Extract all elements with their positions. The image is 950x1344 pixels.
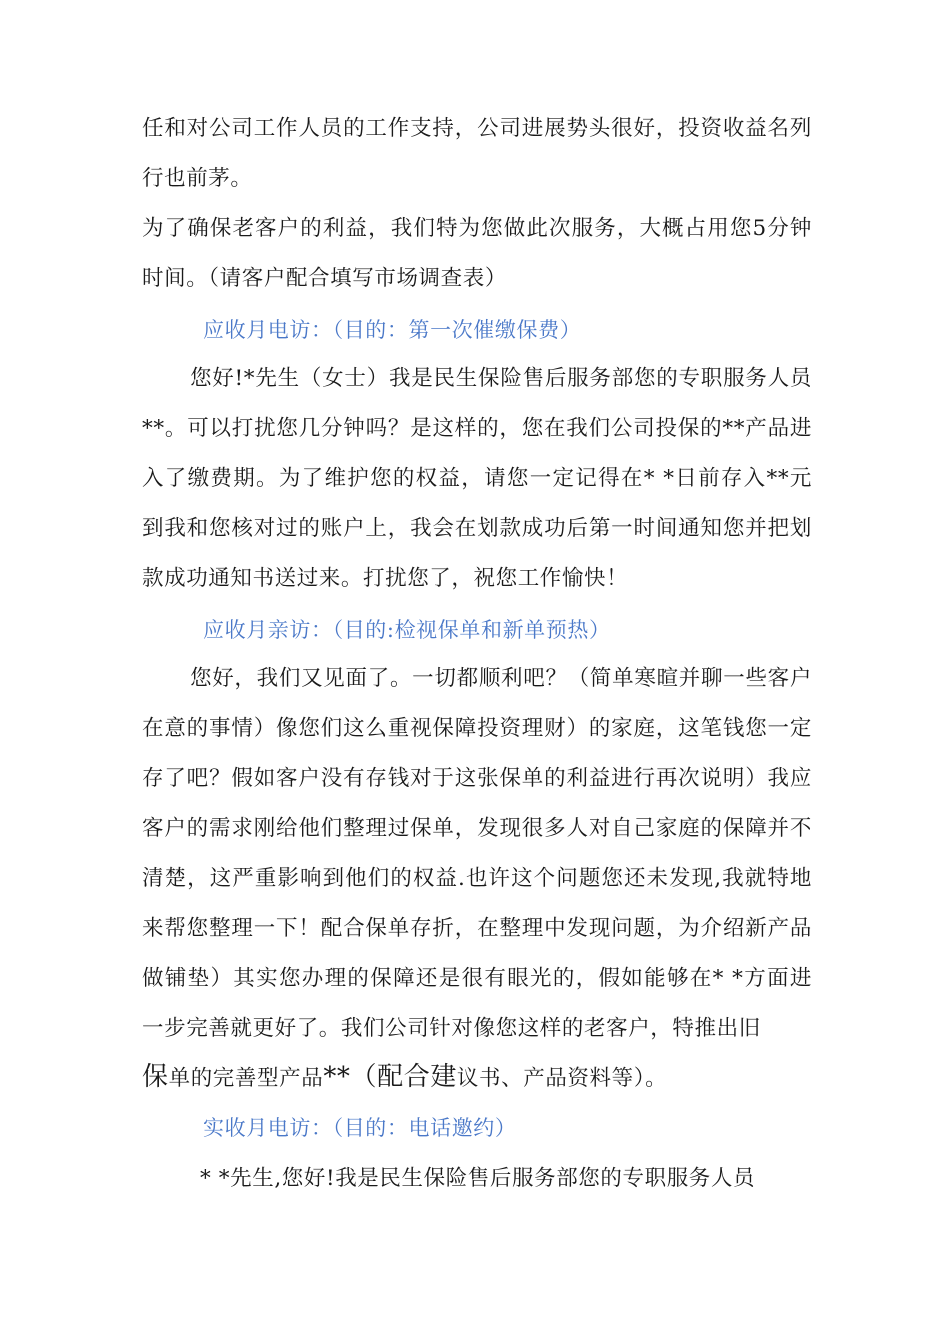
text-fragment: 议书、产品资料等）。 — [456, 1066, 668, 1091]
paragraph-last-line — [142, 1052, 812, 1104]
paragraph: 为了确保老客户的利益，我们特为您做此次服务，大概占用您5分钟时间。（请客户配合填写市场调查表） — [142, 216, 812, 291]
paragraph: 任和对公司工作人员的工作支持，公司进展势头很好，投资收益名列行也前茅。 — [142, 116, 812, 191]
section-heading: 应收月亲访：（目的:检视保单和新单预热） — [203, 618, 611, 642]
section-heading: 实收月电访：（目的：电话邀约） — [203, 1116, 517, 1140]
text-fragment: **（配合建 — [323, 1062, 457, 1092]
text-fragment: 保 — [142, 1062, 169, 1092]
paragraph: 您好!*先生（女士）我是民生保险售后服务部您的专职服务人员**。可以打扰您几分钟吗？是这样的，您在我们公司投保的**产品进入了缴费期。为了维护您的权益，请您一定记得在* *日前存入**元到我和您核对过的账户上，我会在划款成功后第一时间通知您并把划款成功通知书送过来。打扰您了，祝您工作愉快！ — [142, 366, 812, 591]
text-fragment: 单的完善型产品 — [168, 1066, 324, 1091]
paragraph: * *先生,您好!我是民生保险售后服务部您的专职服务人员 — [200, 1166, 756, 1191]
section-heading: 应收月电访：（目的：第一次催缴保费） — [203, 318, 582, 342]
paragraph: 您好，我们又见面了。一切都顺利吧？（简单寒暄并聊一些客户在意的事情）像您们这么重视保障投资理财）的家庭，这笔钱您一定存了吧？假如客户没有存钱对于这张保单的利益进行再次说明）我应客户的需求刚给他们整理过保单，发现很多人对自己家庭的保障并不清楚，这严重影响到他们的权益.也许这个问题您还未发现,我就特地来帮您整理一下！配合保单存折，在整理中发现问题，为介绍新产品做铺垫）其实您办理的保障还是很有眼光的，假如能够在* *方面进一步完善就更好了。我们公司针对像您这样的老客户，特推出旧 — [142, 666, 812, 1041]
